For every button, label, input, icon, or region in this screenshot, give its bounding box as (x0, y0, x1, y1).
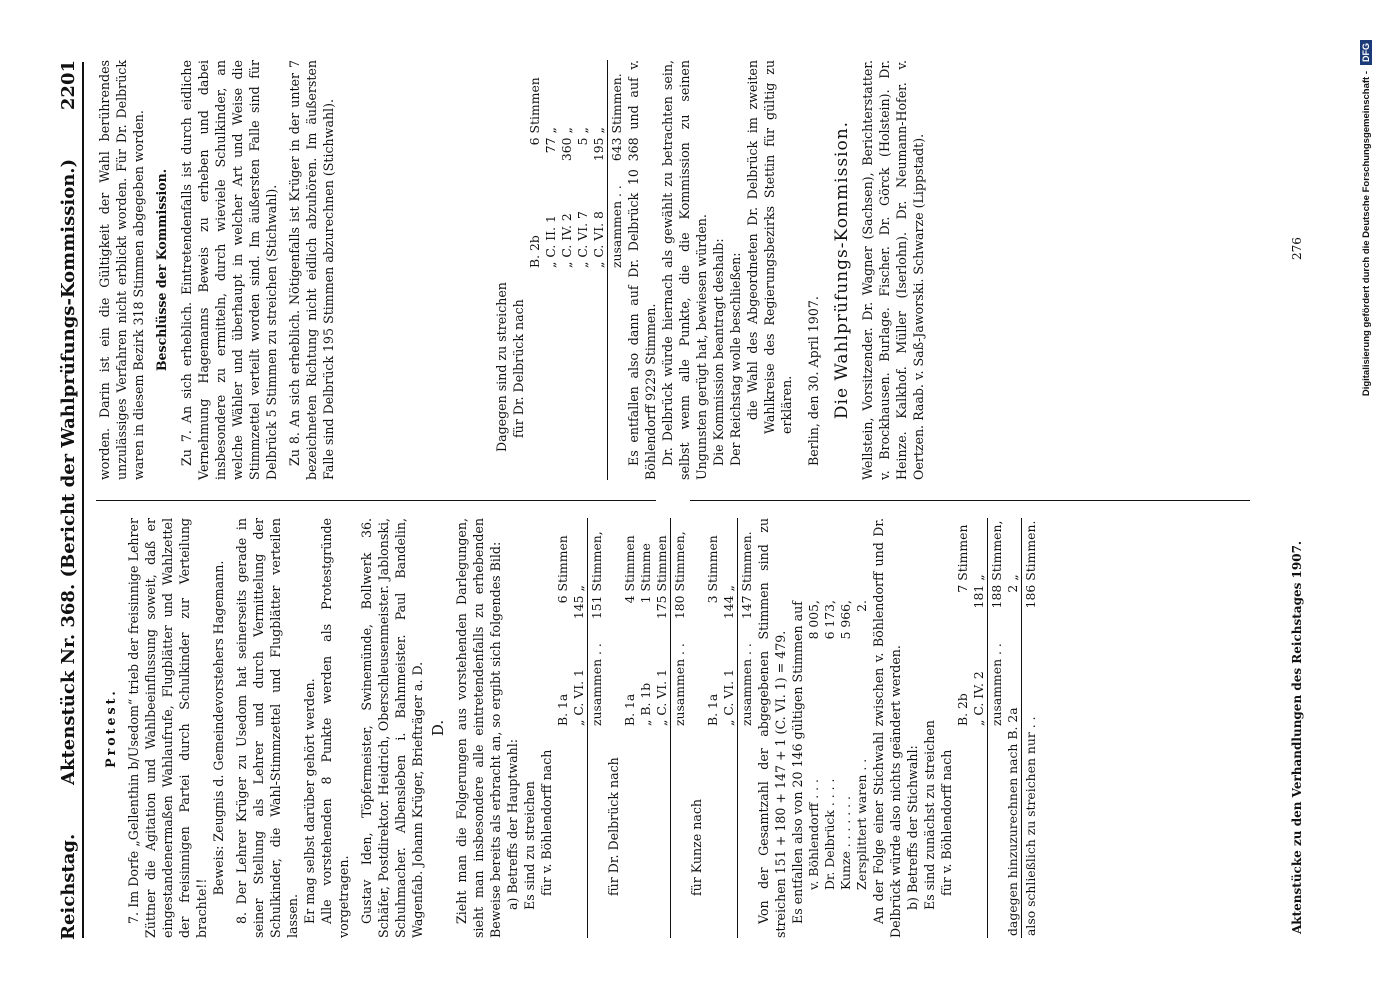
tally-sum-label: zusammen . . (608, 168, 626, 270)
a-for-boehlendorff: für v. Böhlendorff nach (539, 749, 554, 896)
tally-row (591, 60, 608, 480)
candidate-votes: 8 005, (806, 600, 821, 640)
spacer (337, 60, 493, 480)
right-column (96, 60, 927, 480)
tally-row (555, 518, 571, 938)
tally-sum-number: 188 (988, 583, 1006, 611)
tally-sum-row (671, 518, 689, 938)
a-strike: Es sind zu streichen (522, 781, 537, 910)
running-head-title: Aktenstück Nr. 368. (Bericht der Wahlprüfungs-Kommission.) (58, 158, 79, 785)
tally-number: 4 (622, 595, 637, 604)
tally-row (654, 518, 671, 938)
candidate-votes: 5 966, (838, 600, 853, 640)
paragraph-7-evidence: Beweis: Zeugnis d. Gemeindevorstehers Hagemann. (211, 560, 226, 896)
tally-final-unit: Stimmen. (1022, 518, 1040, 583)
tally-add-label: dagegen hinzuzurechnen nach B. 2a (1005, 707, 1020, 936)
tally-number: 5 (575, 137, 590, 146)
running-head-left: Reichstag. (58, 833, 79, 940)
tally-unit: „ (571, 585, 586, 592)
tally-ref: B. 1a (622, 693, 637, 726)
protest-heading: Protest. (103, 688, 118, 768)
tally-number: 145 (571, 595, 586, 620)
tally-number: 360 (559, 137, 574, 162)
tally-unit: Stimmen (705, 535, 720, 592)
page-number: 2201 (58, 60, 79, 111)
commission-members: Wellstein, Vorsitzender. Dr. Wagner (Sachsen), Berichterstatter. v. Brockhausen. Burlage. Fischer. Dr. Görck (Holstein). Dr. Heinze. Kalkhof. Müller (Iserlohn). Dr. Neumann-Hofer. v. Oertzen. Raab. v. Saß-Jaworski. Schwarze (Lippstadt). (860, 60, 926, 480)
a-heading: a) Betreffs der Hauptwahl: (505, 738, 520, 910)
tally-row (721, 518, 738, 938)
tally-sum-number: 643 (608, 135, 626, 168)
tally-final-number: 186 (1022, 583, 1040, 611)
tally-ref: „ C. VI. 8 (591, 211, 606, 268)
tally-delbrueck (622, 518, 688, 938)
candidate-name: Dr. Delbrück . . . . (822, 778, 837, 890)
tally-sum-unit: Stimmen, (988, 518, 1006, 583)
dagegen-strike: Dagegen sind zu streichen (494, 282, 509, 452)
paragraph-7: 7. Im Dorfe „Gellenthin b/Usedom“ trieb der freisinnige Lehrer Züttner die Agitation und Wahlbeeinflussung soweit, daß er eingestandenermaßen Wahlaufrufe, Flugblätter und Wahlzettel der freisinnigen Partei durch Schulkinder zur Verteilung brachte!! (126, 518, 209, 938)
tally-row (559, 60, 575, 480)
running-head (58, 60, 79, 940)
tally-ref: „ C. VI. 1 (571, 669, 586, 726)
column-divider-upper (96, 500, 656, 501)
tally-number: 6 (527, 137, 542, 146)
tally-unit: „ (575, 127, 590, 134)
paragraph-8: 8. Der Lehrer Krüger zu Usedom hat seinerseits gerade in seiner Stellung als Lehrer und durch Vermittelung der Schulkinder, die Wahl-Stimmzettel und Flugblätter verteilen lassen. (234, 518, 300, 938)
a-for-kunze: für Kunze nach (689, 798, 704, 896)
tally-unit: Stimmen (622, 535, 637, 592)
paragraph-8-conclusion: Alle vorstehenden 8 Punkte werden als Protestgründe vorgetragen. (319, 518, 351, 938)
tally-ref: „ C. IV. 2 (971, 671, 986, 726)
dagegen-for-delbrueck: für Dr. Delbrück nach (511, 299, 526, 438)
paragraph-worden: worden. Darin ist ein die Gültigkeit der Wahl berührendes unzulässiges Verfahren nicht erblickt worden. Für Dr. Delbrück waren in diesem Bezirk 318 Stimmen abgegeben worden. (97, 60, 146, 480)
tally-ref: „ C. II. 1 (543, 215, 558, 268)
remaining-votes (806, 598, 870, 892)
tally-unit: „ (971, 574, 986, 581)
tally-sum-label: zusammen . . (588, 626, 606, 728)
tally-sum-unit: Stimmen, (671, 518, 689, 593)
tally-row (955, 518, 971, 938)
remaining-row (822, 598, 838, 892)
tally-ref: B. 2b (955, 693, 970, 726)
tally-dagegen (527, 60, 625, 480)
remaining-row (854, 598, 870, 892)
stichwahl-note: An der Folge einer Stichwahl zwischen v. Böhlendorff und Dr. Delbrück würde also nichts geändert werden. (871, 518, 903, 938)
tally-ref: „ C. IV. 2 (559, 213, 574, 268)
tally-number: 3 (705, 595, 720, 604)
signatories: Gustav Iden, Töpfermeister, Swinemünde, Bollwerk 36. Schäfer, Postdirektor. Heidrich, Oberschleusenmeister. Jablonski, Schuhmacher. Albensleben i. Bahnmeister. Paul Bandelin, Wagenfab. Johann Krüger, Briefträger a. D. (359, 518, 425, 938)
tally-sum-row (588, 518, 606, 938)
tally-row (971, 518, 988, 938)
tally-boehlendorff (555, 518, 605, 938)
tally-row (575, 60, 591, 480)
tally-unit: Stimmen (654, 535, 669, 592)
total-paragraph: Von der Gesamtzahl der abgegebenen Stimmen sind zu streichen 151 + 180 + 147 + 1 (C. VI. 1) = 479. (756, 518, 788, 938)
tally-final-row (1022, 518, 1040, 938)
candidate-name: Kunze . . . . . . . (838, 796, 853, 890)
dfg-logo: DFG (1360, 40, 1372, 65)
b-for-boehlendorff: für v. Böhlendorff nach (939, 749, 954, 896)
tally-number: 195 (591, 137, 606, 162)
tally-number: 7 (955, 584, 970, 593)
tally-row (638, 518, 654, 938)
tally-sum-row (738, 518, 756, 938)
tally-add-row (1005, 518, 1022, 938)
tally-row (622, 518, 638, 938)
remaining-row (838, 598, 854, 892)
tally-number: 144 (721, 595, 736, 620)
tally-sum-label: zusammen . . (988, 611, 1006, 728)
tally-number: 6 (555, 595, 570, 604)
column-divider-lower (690, 500, 1250, 501)
tally-sum-label: zusammen . . (671, 626, 689, 728)
b-strike: Es sind zunächst zu streichen (922, 720, 937, 910)
tally-unit: Stimmen (527, 77, 542, 134)
tally-unit: „ (591, 127, 606, 134)
beantragt: Die Kommission beantragt deshalb: (711, 238, 726, 466)
tally-row (527, 60, 543, 480)
paragraph-8-note: Er mag selbst darüber gehört werden. (302, 678, 317, 924)
es-entfallen: Es entfallen also dann auf Dr. Delbrück 10 368 und auf v. Böhlendorff 9229 Stimmen. (626, 60, 658, 480)
tally-add-number: 2 (1005, 584, 1020, 593)
tally-ref: B. 1a (705, 693, 720, 726)
digitization-credit (1360, 40, 1372, 960)
candidate-votes: 6 173, (822, 600, 837, 640)
tally-sum-number: 147 (738, 593, 756, 626)
tally-number: 175 (654, 595, 669, 620)
date-line: Berlin, den 30. April 1907. (806, 296, 821, 466)
candidate-name: v. Böhlendorff . . . (806, 779, 821, 890)
tally-ref: „ C. VI. 7 (575, 211, 590, 268)
tally-sum-row (988, 518, 1006, 938)
tally-unit: „ (559, 127, 574, 134)
tally-unit: Stimme (638, 543, 653, 592)
tally-row (571, 518, 588, 938)
left-column (96, 518, 1039, 938)
header-rule (82, 62, 84, 938)
tally-number: 77 (543, 137, 558, 154)
tally-final-label: also schließlich zu streichen nur . . (1022, 611, 1040, 938)
tally-sum-unit: Stimmen, (588, 518, 606, 593)
tally-unit: Stimmen (555, 535, 570, 592)
zu-8: Zu 8. An sich erheblich. Nötigenfalls ist Krüger in der unter 7 bezeichneten Richtung nicht eidlich abzuhören. Im äußersten Falle sind Delbrück 195 Stimmen abzurechnen (Stichwahl). (287, 60, 336, 480)
tally-number: 181 (971, 584, 986, 609)
tally-ref: B. 2b (527, 235, 542, 268)
remaining-intro: Es entfallen also von 20 146 gültigen Stimmen auf (790, 601, 805, 924)
credit-text: Digitalisierung gefördert durch die Deutsche Forschungsgemeinschaft - (1360, 71, 1372, 397)
candidate-votes: 2. (854, 600, 869, 612)
commission-title: Die Wahlprüfungs-Kommission. (832, 120, 852, 420)
tally-row (543, 60, 559, 480)
tally-unit: Stimmen (955, 524, 970, 581)
section-d-intro: Zieht man die Folgerungen aus vorstehenden Darlegungen, sieht man insbesondere alle eintretendenfalls zu erhebenden Beweise bereits als erbracht an, so ergibt sich folgendes Bild: (454, 518, 503, 938)
tally-ref: „ C. VI. 1 (654, 669, 669, 726)
a-for-delbrueck: für Dr. Delbrück nach (606, 757, 621, 896)
tally-sum-label: zusammen . . (738, 626, 756, 728)
b-heading: b) Betreffs der Stichwahl: (905, 745, 920, 910)
beschluesse-heading: Beschlüsse der Kommission. (154, 168, 169, 372)
tally-sum-unit: Stimmen. (738, 518, 756, 593)
zu-7: Zu 7. An sich erheblich. Eintretendenfalls ist durch eidliche Vernehmung Hagemanns Beweis zu erheben und dabei insbesondere zu ermitteln, durch wieviele Schulkinder, an welche Wähler und überhaupt in welcher Art und Weise die Stimmzettel verteilt worden sind. Im äußersten Falle sind für Delbrück 5 Stimmen zu streichen (Stichwahl). (179, 60, 279, 480)
resolution: die Wahl des Abgeordneten Dr. Delbrück im zweiten Wahlkreise des Regierungsbezirks Stettin für gültig zu erklären. (745, 60, 794, 434)
remaining-row (806, 598, 822, 892)
tally-kunze (705, 518, 755, 938)
footer-page-number: 276 (1290, 237, 1304, 260)
tally-sum-unit: Stimmen. (608, 60, 626, 135)
tally-row (705, 518, 721, 938)
tally-ref: B. 1a (555, 693, 570, 726)
section-d-letter: D. (429, 719, 447, 737)
footer-left: Aktenstücke zu den Verhandlungen des Reichstages 1907. (1290, 540, 1304, 934)
tally-sum-number: 180 (671, 593, 689, 626)
tally-ref: „ B. 1b (638, 682, 653, 726)
tally-unit: „ (543, 127, 558, 134)
reichstag-intro: Der Reichstag wolle beschließen: (728, 252, 743, 466)
candidate-name: Zersplittert waren . . (854, 758, 869, 890)
delbrueck-paragraph: Dr. Delbrück würde hiernach als gewählt zu betrachten sein, selbst wenn alle Punkte, die die Kommission zu seinen Ungunsten gerügt hat, bewiesen würden. (660, 60, 709, 480)
tally-sum-row (608, 60, 626, 480)
tally-stichwahl (955, 518, 1039, 938)
tally-add-unit: „ (1005, 574, 1020, 581)
tally-sum-number: 151 (588, 593, 606, 626)
tally-unit: „ (721, 585, 736, 592)
tally-number: 1 (638, 595, 653, 604)
tally-ref: „ C. VI. 1 (721, 669, 736, 726)
